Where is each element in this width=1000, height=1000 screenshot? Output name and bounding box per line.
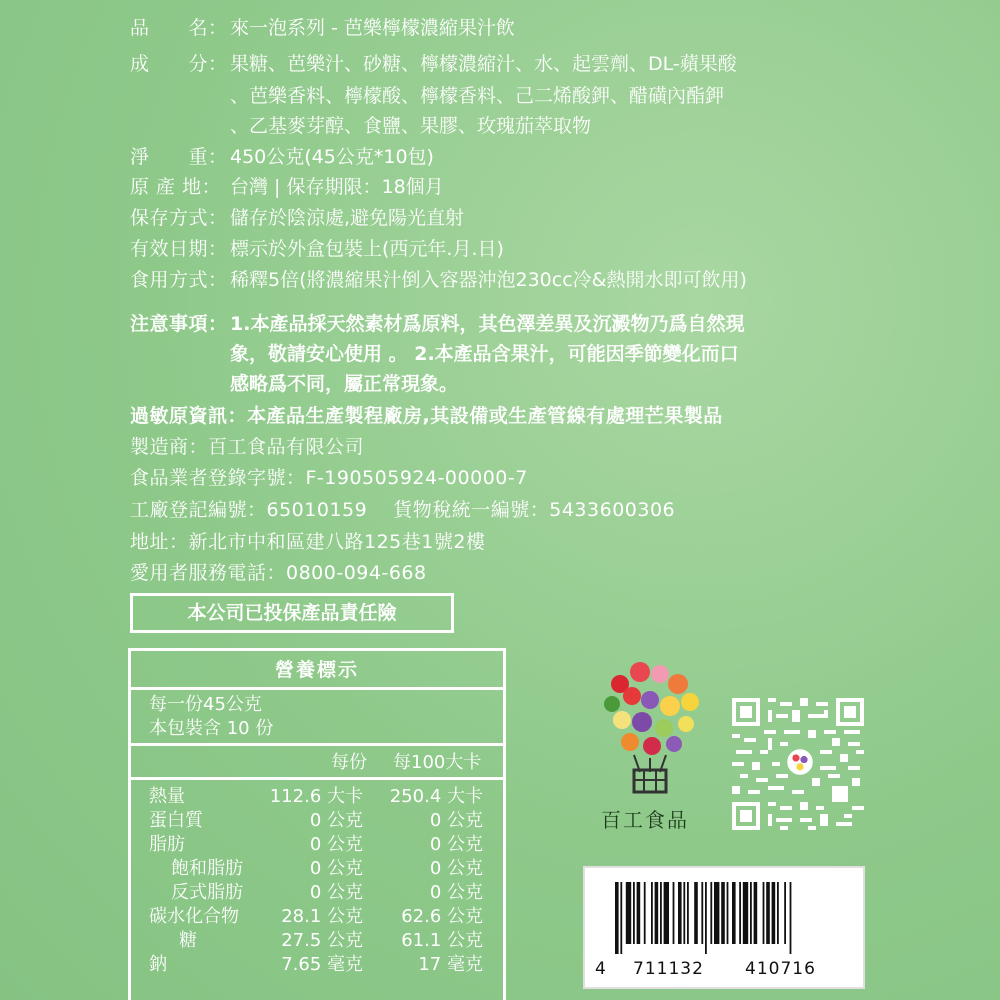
ingredients-line-3: 、乙基麥芽醇、食鹽、果膠、玫瑰茄萃取物 <box>230 115 592 137</box>
ingredients-line-2: 、芭樂香料、檸檬酸、檸檬香料、己二烯酸鉀、醋磺內酯鉀 <box>230 85 725 107</box>
origin-value: 台灣 | 保存期限：18個月 <box>230 176 444 198</box>
barcode-bar <box>766 882 770 944</box>
fruit-balloon-icon <box>604 662 699 792</box>
product-name-value: 來一泡系列 - 芭樂檸檬濃縮果汁飲 <box>230 17 515 39</box>
address: 地址：新北市中和區建八路125巷1號2樓 <box>130 531 486 553</box>
barcode-bar <box>721 882 725 944</box>
storage-value: 儲存於陰涼處,避免陽光直射 <box>230 207 465 229</box>
product-name-line <box>130 16 226 40</box>
notes-label: 注意事項： <box>130 313 228 335</box>
barcode-bar <box>732 882 736 944</box>
nutrient-name: 脂肪 <box>149 834 185 855</box>
nutrient-name: 鈉 <box>149 954 167 975</box>
barcode-bar <box>777 882 779 944</box>
barcode-bar <box>673 882 675 944</box>
ingredients-label: 成 分： <box>130 53 228 75</box>
nutrition-row-trans-fat <box>131 881 503 905</box>
per-100-value: 0 公克 <box>429 858 483 879</box>
notes-line <box>130 312 226 336</box>
origin-label: 原 產 地： <box>130 176 222 198</box>
barcode-bar <box>655 882 659 944</box>
storage-label: 保存方式： <box>130 207 228 229</box>
barcode-bar <box>750 882 752 944</box>
per-serving-value: 0 公克 <box>309 834 363 855</box>
barcode-bar <box>763 882 765 944</box>
nutrition-row-saturated-fat <box>131 857 503 881</box>
brand-logo <box>590 650 710 800</box>
per-100-value: 0 公克 <box>429 810 483 831</box>
barcode-first-digit: 4 <box>595 959 607 979</box>
ingredients-line <box>130 52 226 76</box>
nutrition-divider <box>131 743 503 746</box>
barcode-bar <box>660 882 662 944</box>
service-hotline: 愛用者服務電話：0800-094-668 <box>130 562 427 584</box>
barcode-bar <box>784 882 786 944</box>
storage-line <box>130 206 226 230</box>
barcode-bar <box>743 882 748 944</box>
barcode-bar <box>633 882 635 944</box>
barcode-bar <box>705 882 707 954</box>
barcode-box <box>583 866 865 989</box>
net-weight-line <box>130 145 226 169</box>
col-per-100kcal: 每100大卡 <box>393 752 482 773</box>
expiry-line <box>130 237 226 261</box>
product-name-label: 品 名： <box>130 17 228 39</box>
barcode-bar <box>714 882 719 944</box>
barcode-bar <box>615 882 619 954</box>
nutrition-row-energy <box>131 785 503 809</box>
nutrient-name: 蛋白質 <box>149 810 203 831</box>
notes-line-2: 象，敬請安心使用 。 2.本產品含果汁，可能因季節變化而口 <box>230 343 739 365</box>
barcode-bar <box>694 882 698 944</box>
barcode-bar <box>727 882 729 944</box>
nutrient-name: 飽和脂肪 <box>171 858 243 879</box>
insurance-box: 本公司已投保產品責任險 <box>130 593 454 633</box>
barcode-bar <box>790 882 792 954</box>
per-100-value: 62.6 公克 <box>401 906 483 927</box>
per-100-value: 61.1 公克 <box>401 930 483 951</box>
net-weight-value: 450公克(45公克*10包) <box>230 146 434 168</box>
barcode-right-digits: 410716 <box>745 959 816 979</box>
nutrition-divider <box>131 687 503 690</box>
usage-line <box>130 268 226 292</box>
barcode-bar <box>678 882 682 944</box>
nutrition-divider <box>131 777 503 780</box>
barcode-bar <box>620 882 622 954</box>
barcode-bar <box>637 882 641 944</box>
manufacturer: 製造商：百工食品有限公司 <box>130 436 365 458</box>
per-serving-value: 7.65 毫克 <box>281 954 363 975</box>
barcode-bar <box>772 882 776 944</box>
notes-line-1: 1.本產品採天然素材爲原料，其色澤差異及沉澱物乃爲自然現 <box>230 313 745 335</box>
servings-per-package: 本包裝含 10 份 <box>149 718 274 739</box>
nutrient-name: 熱量 <box>149 786 185 807</box>
expiry-value: 標示於外盒包裝上(西元年.月.日) <box>230 238 504 260</box>
nutrient-name: 糖 <box>179 930 197 951</box>
net-weight-label: 淨 重： <box>130 146 228 168</box>
allergen-info: 過敏原資訊：本產品生產製程廠房,其設備或生產管線有處理芒果製品 <box>130 405 723 427</box>
barcode-left-digits: 711132 <box>633 959 704 979</box>
nutrition-row-sugar <box>131 929 503 953</box>
serving-size: 每一份45公克 <box>149 694 262 715</box>
nutrition-title: 營養標示 <box>274 659 359 681</box>
barcode-bar <box>644 882 646 944</box>
nutrition-row-fat <box>131 833 503 857</box>
barcode-bar <box>701 882 703 944</box>
barcode-bar <box>687 882 689 944</box>
nutrition-row-sodium <box>131 953 503 977</box>
nutrition-row-protein <box>131 809 503 833</box>
qr-code[interactable] <box>732 698 864 830</box>
usage-value: 稀釋5倍(將濃縮果汁倒入容器沖泡230cc冷&熱開水即可飲用) <box>230 269 747 291</box>
usage-label: 食用方式： <box>130 269 228 291</box>
per-100-value: 17 毫克 <box>418 954 483 975</box>
barcode-bar <box>683 882 685 944</box>
per-serving-value: 0 公克 <box>309 858 363 879</box>
nutrient-name: 反式脂肪 <box>171 882 243 903</box>
barcode-bar <box>739 882 741 944</box>
expiry-label: 有效日期： <box>130 238 228 260</box>
per-100-value: 250.4 大卡 <box>389 786 483 807</box>
nutrition-row-carbohydrate <box>131 905 503 929</box>
per-100-value: 0 公克 <box>429 882 483 903</box>
per-serving-value: 27.5 公克 <box>281 930 363 951</box>
registration-number: 食品業者登錄字號：F-190505924-00000-7 <box>130 467 528 489</box>
col-per-serving: 每份 <box>331 752 367 773</box>
per-serving-value: 0 公克 <box>309 810 363 831</box>
per-100-value: 0 公克 <box>429 834 483 855</box>
factory-registration: 工廠登記編號：65010159 貨物稅統一編號：5433600306 <box>130 499 676 521</box>
per-serving-value: 0 公克 <box>309 882 363 903</box>
nutrient-name: 碳水化合物 <box>149 906 239 927</box>
qr-center-logo-icon <box>787 749 813 775</box>
barcode-bar <box>651 882 653 944</box>
nutrition-table <box>128 648 506 1000</box>
per-serving-value: 112.6 大卡 <box>269 786 363 807</box>
barcode-bar <box>664 882 669 944</box>
barcode-bar <box>626 882 631 944</box>
barcode-icon <box>615 882 841 954</box>
brand-name: 百工食品 <box>601 808 689 832</box>
origin-line <box>130 175 226 199</box>
ingredients-line-1: 果糖、芭樂汁、砂糖、檸檬濃縮汁、水、起雲劑、DL-蘋果酸 <box>230 53 737 75</box>
barcode-bar <box>710 882 712 944</box>
barcode-bar <box>754 882 758 944</box>
notes-line-3: 感略爲不同，屬正常現象。 <box>230 373 459 395</box>
per-serving-value: 28.1 公克 <box>281 906 363 927</box>
